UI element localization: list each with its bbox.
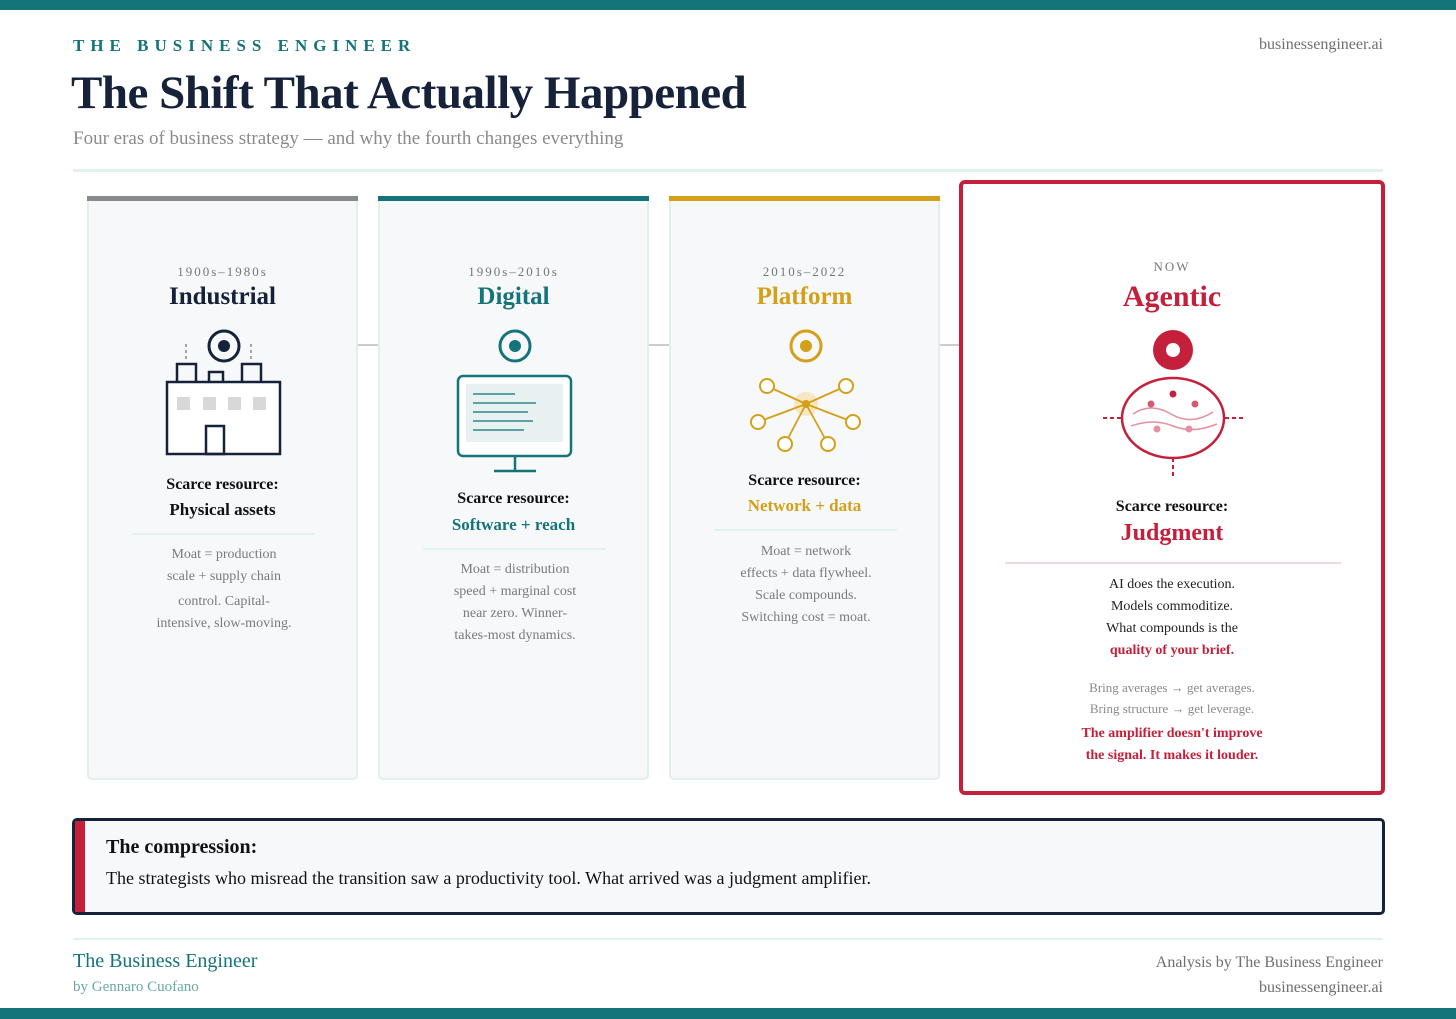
era-period: 1900s–1980s (177, 264, 268, 279)
era-connector (939, 344, 960, 346)
compression-callout (72, 818, 1385, 915)
agentic-highlight: The amplifier doesn't improve (1081, 726, 1263, 741)
era-card-industrial (87, 196, 358, 780)
scarce-resource-label: Scarce resource: (748, 472, 861, 489)
scarce-resource-value: Network + data (747, 496, 862, 515)
site-url[interactable]: businessengineer.ai (1259, 36, 1383, 53)
era-description: Moat = distribution speed + marginal cost near zero. Winner- takes-most dynamics. (453, 562, 577, 643)
footer-byline: by Gennaro Cuofano (73, 979, 199, 995)
top-accent-bar (0, 0, 1456, 10)
card-top-accent (378, 196, 649, 201)
card-top-accent (669, 196, 940, 201)
footer-brand: The Business Engineer (73, 950, 258, 972)
era-name: Agentic (1122, 280, 1222, 313)
callout-title: The compression: (106, 836, 258, 858)
agentic-line: What compounds is the (1106, 621, 1238, 636)
factory-icon (149, 324, 299, 474)
footer-analysis-credit: Analysis by The Business Engineer (1155, 954, 1383, 971)
network-icon (731, 324, 881, 474)
agentic-highlight: quality of your brief. (1109, 643, 1235, 658)
agentic-line: Bring averages → get averages. (1089, 680, 1255, 695)
era-card-platform (669, 196, 940, 780)
scarce-resource-value: Software + reach (451, 515, 576, 534)
era-period: 1990s–2010s (468, 264, 559, 279)
era-name: Platform (756, 283, 853, 310)
scarce-resource-label: Scarce resource: (1115, 498, 1229, 515)
card-divider (714, 529, 897, 531)
card-top-accent (87, 196, 358, 201)
era-card-digital (378, 196, 649, 780)
footer-site-url[interactable]: businessengineer.ai (1259, 979, 1383, 996)
bottom-accent-bar (0, 1008, 1456, 1019)
callout-accent-bar (75, 821, 85, 912)
era-description: Moat = production scale + supply chain control. Capital- intensive, slow-moving. (156, 547, 292, 631)
header-divider (73, 169, 1383, 172)
agentic-line: Bring structure → get leverage. (1089, 701, 1255, 716)
era-connector (357, 344, 378, 346)
brand-wordmark: THE BUSINESS ENGINEER (73, 36, 417, 55)
era-card-agentic (959, 180, 1385, 795)
page-title: The Shift That Actually Happened (71, 67, 747, 119)
agentic-line: Models commoditize. (1110, 599, 1234, 614)
scarce-resource-label: Scarce resource: (457, 490, 570, 507)
scarce-resource-value: Judgment (1120, 520, 1224, 546)
card-divider (1005, 562, 1341, 564)
agentic-line: AI does the execution. (1109, 577, 1235, 592)
era-connector (648, 344, 669, 346)
era-description: Moat = network effects + data flywheel. Scale compounds. Switching cost = moat. (740, 544, 872, 625)
era-name: Digital (477, 283, 550, 310)
card-divider (132, 533, 315, 535)
scarce-resource-label: Scarce resource: (166, 476, 279, 493)
footer-divider (73, 938, 1383, 940)
era-period: NOW (1153, 259, 1191, 274)
page-subtitle: Four eras of business strategy — and why the fourth changes everything (73, 128, 624, 149)
monitor-icon (440, 324, 590, 474)
era-name: Industrial (169, 283, 276, 310)
callout-text: The strategists who misread the transition saw a productivity tool. What arrived was a judgment amplifier. (106, 868, 871, 888)
era-period: 2010s–2022 (762, 264, 847, 279)
brain-icon (1093, 326, 1253, 476)
agentic-highlight: the signal. It makes it louder. (1085, 748, 1259, 763)
scarce-resource-value: Physical assets (169, 500, 276, 519)
card-divider (423, 548, 606, 550)
